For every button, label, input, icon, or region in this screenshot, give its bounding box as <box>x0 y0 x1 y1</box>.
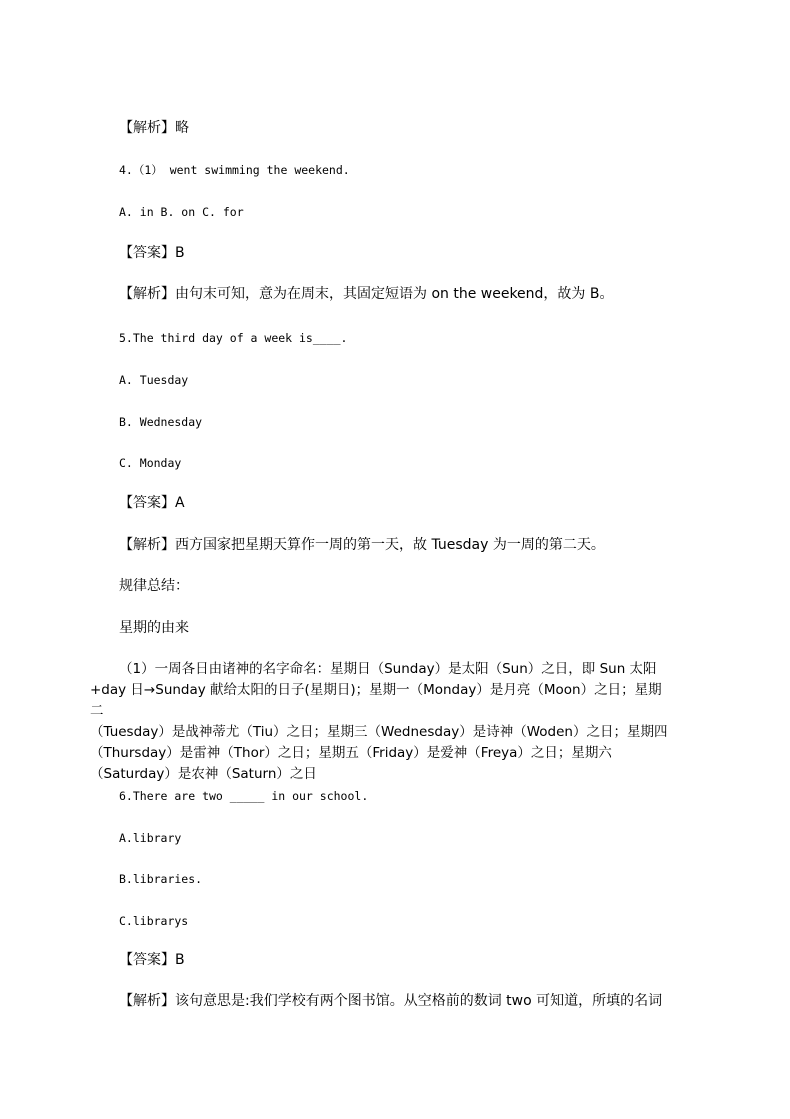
analysis-q5: 【解析】西方国家把星期天算作一周的第一天，故 Tuesday 为一周的第二天。 <box>119 537 605 553</box>
question-6-option-c: C.librarys <box>119 914 189 928</box>
weekday-origin-paragraph <box>90 659 670 785</box>
question-6: 6.There are two _____ in our school. <box>119 789 369 803</box>
paragraph-line-5: （Saturday）是农神（Saturn）之日 <box>90 766 317 782</box>
question-6-option-b: B.libraries. <box>119 872 203 886</box>
paragraph-line-1: （1）一周各日由诸神的名字命名：星期日（Sunday）是太阳（Sun）之日，即 Sun 太阳 <box>119 661 657 677</box>
question-5-option-a: A. Tuesday <box>119 373 189 387</box>
answer-q4: 【答案】B <box>119 245 185 261</box>
answer-q6: 【答案】B <box>119 952 185 968</box>
question-5-option-b: B. Wednesday <box>119 415 203 429</box>
question-4: 4.（1） went swimming the weekend. <box>119 163 350 177</box>
analysis-line-q3: 【解析】略 <box>119 120 189 136</box>
analysis-q4: 【解析】由句末可知，意为在周末，其固定短语为 on the weekend，故为 B。 <box>119 286 614 302</box>
rule-summary-heading: 规律总结： <box>119 578 189 594</box>
question-5-option-c: C. Monday <box>119 456 182 470</box>
weekday-origin-heading: 星期的由来 <box>119 620 189 636</box>
question-6-option-a: A.library <box>119 831 182 845</box>
paragraph-line-3: （Tuesday）是战神蒂尤（Tiu）之日；星期三（Wednesday）是诗神（Woden）之日；星期四 <box>90 724 668 740</box>
question-5: 5.The third day of a week is____. <box>119 331 348 345</box>
paragraph-line-2: +day 日→Sunday 献给太阳的日子(星期日)；星期一（Monday）是月亮（Moon）之日；星期二 <box>90 682 662 719</box>
answer-q5: 【答案】A <box>119 495 185 511</box>
analysis-q6: 【解析】该句意思是:我们学校有两个图书馆。从空格前的数词 two 可知道，所填的名词 <box>119 993 663 1009</box>
paragraph-line-4: （Thursday）是雷神（Thor）之日；星期五（Friday）是爱神（Freya）之日；星期六 <box>90 745 612 761</box>
question-4-options: A. in B. on C. for <box>119 205 244 219</box>
